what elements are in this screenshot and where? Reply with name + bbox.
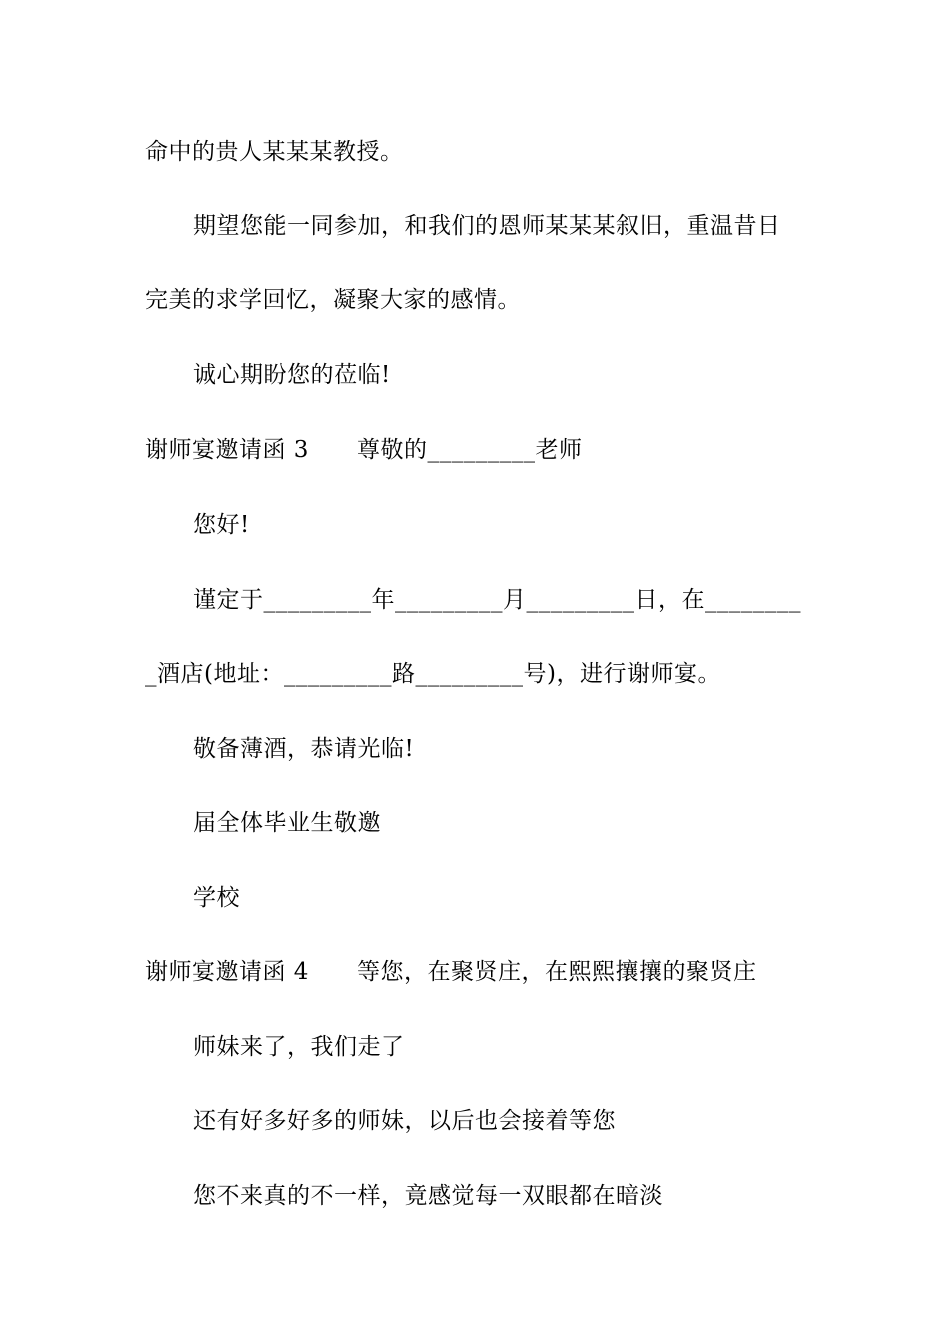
poem-line: 还有好多好多的师妹，以后也会接着等您: [193, 1108, 616, 1134]
signature-line: 届全体毕业生敬邀: [193, 810, 381, 836]
greeting: 您好!: [193, 512, 250, 538]
paragraph-line: _酒店(地址：_________路_________号)，进行谢师宴。: [145, 661, 721, 687]
poem-line: 师妹来了，我们走了: [193, 1034, 405, 1060]
paragraph-line: 敬备薄酒，恭请光临!: [193, 736, 415, 762]
paragraph-line: 命中的贵人某某某教授。: [145, 139, 404, 165]
section-heading: 谢师宴邀请函 4: [145, 959, 309, 985]
poem-line: 等您，在聚贤庄，在熙熙攘攘的聚贤庄: [356, 959, 757, 985]
section-heading-line: [145, 957, 756, 987]
salutation: 尊敬的_________老师: [356, 437, 583, 463]
signature-line: 学校: [193, 885, 240, 911]
poem-line: 您不来真的不一样，竟感觉每一双眼都在暗淡: [193, 1183, 663, 1209]
paragraph-line: 完美的求学回忆，凝聚大家的感情。: [145, 287, 521, 313]
paragraph-line: 诚心期盼您的莅临!: [193, 362, 391, 388]
paragraph-line: 谨定于_________年_________月_________日，在________: [193, 587, 801, 613]
section-heading-line: [145, 435, 582, 465]
paragraph-line: 期望您能一同参加，和我们的恩师某某某叙旧，重温昔日: [193, 213, 781, 239]
section-heading: 谢师宴邀请函 3: [145, 437, 309, 463]
